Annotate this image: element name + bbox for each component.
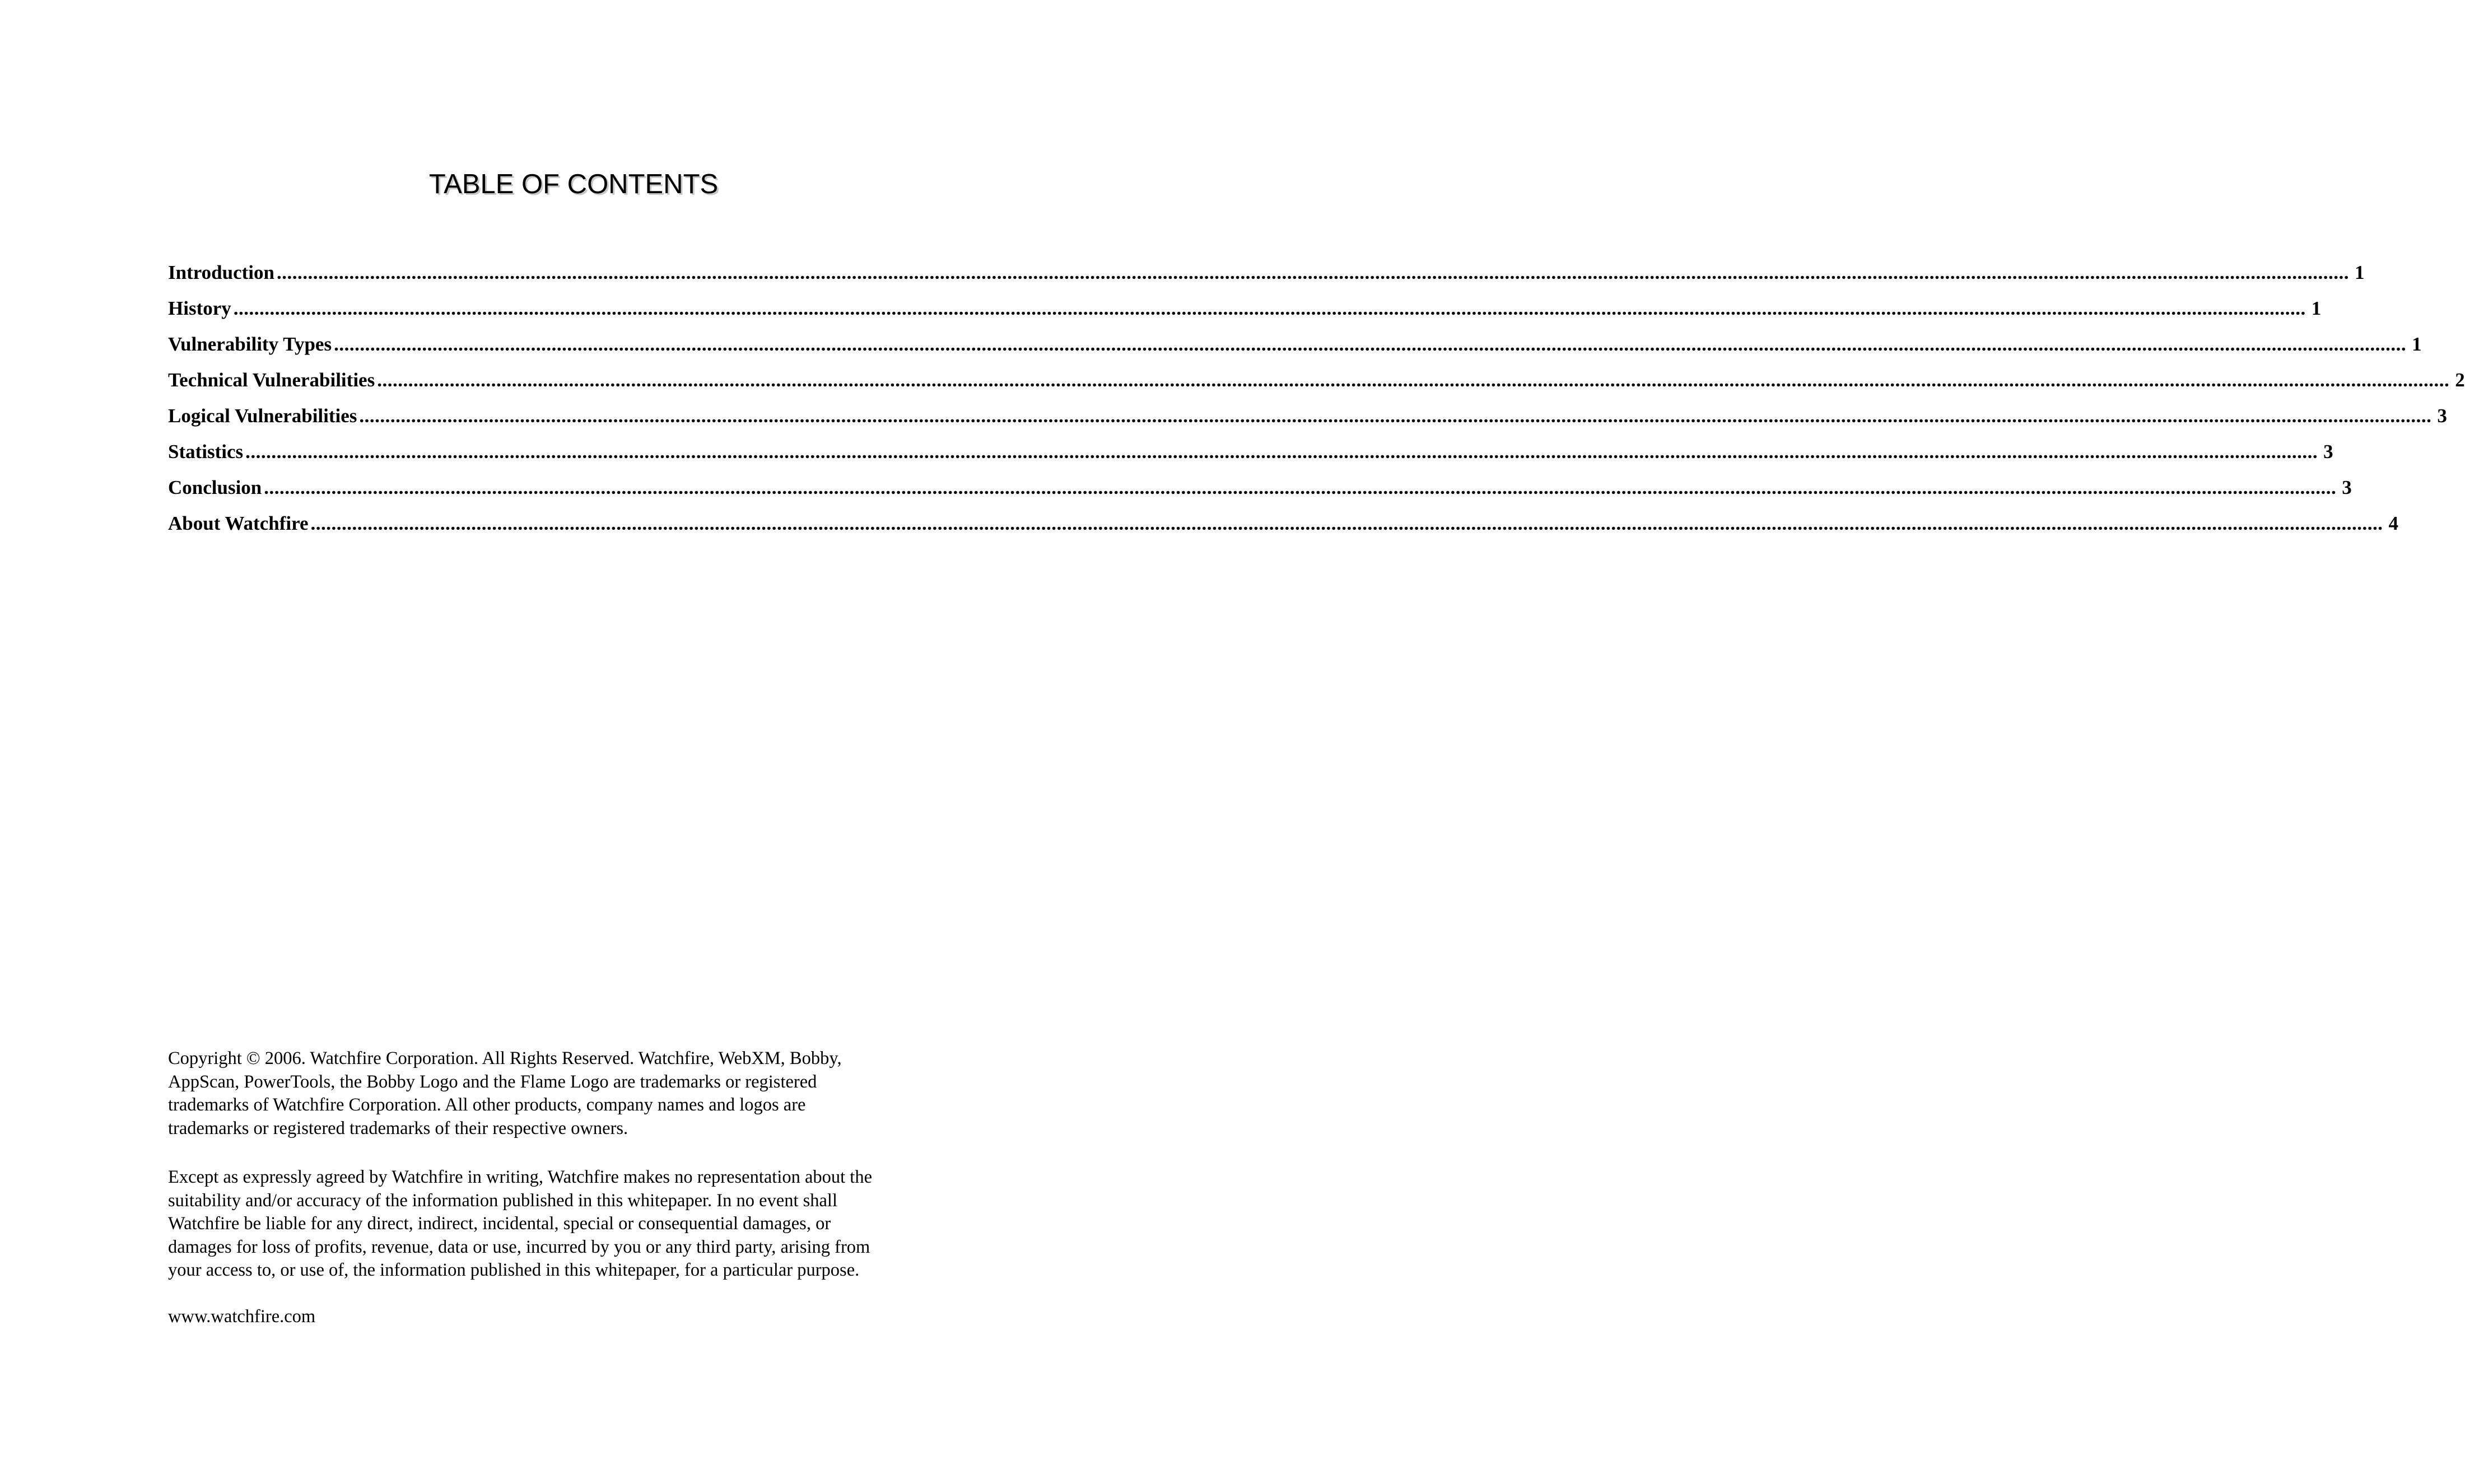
toc-entry-label: History (168, 297, 231, 319)
toc-entry-statistics[interactable] (168, 434, 2333, 470)
toc-entry-label: Logical Vulnerabilities (168, 405, 357, 427)
disclaimer-line: damages for loss of profits, revenue, data or use, incurred by you or any third party, arising from (168, 1236, 870, 1257)
toc-entry-page: 1 (2412, 333, 2422, 355)
copyright-line: trademarks of Watchfire Corporation. All other products, company names and logos are (168, 1095, 806, 1115)
toc-entry-introduction[interactable] (168, 255, 2365, 291)
copyright-line: Copyright © 2006. Watchfire Corporation. All Rights Reserved. Watchfire, WebXM, Bobby, (168, 1048, 842, 1068)
toc-entry-about-watchfire[interactable] (168, 506, 2399, 542)
website-link[interactable]: www.watchfire.com (168, 1306, 316, 1327)
toc-entry-vulnerability-types[interactable] (168, 326, 2422, 362)
toc-list (168, 255, 2465, 542)
copyright-notice (168, 1047, 980, 1140)
disclaimer-line: your access to, or use of, the information published in this whitepaper, for a particular purpose. (168, 1260, 860, 1280)
toc-dot-leader: ................................................................................................................................................................................................................................................................................................................................................................................................................ (233, 297, 2306, 319)
toc-title: TABLE OF CONTENTS (428, 169, 719, 199)
toc-entry-page: 2 (2455, 369, 2465, 391)
toc-entry-page: 3 (2342, 477, 2352, 498)
toc-entry-page: 1 (2354, 262, 2365, 283)
toc-entry-label: About Watchfire (168, 512, 309, 534)
toc-entry-label: Statistics (168, 441, 244, 463)
toc-dot-leader: ................................................................................................................................................................................................................................................................................................................................................................................................................ (359, 405, 2432, 427)
toc-entry-label: Vulnerability Types (168, 333, 332, 355)
toc-dot-leader: ................................................................................................................................................................................................................................................................................................................................................................................................................ (245, 441, 2318, 463)
disclaimer-line: suitability and/or accuracy of the information published in this whitepaper. In no event shall (168, 1190, 837, 1211)
toc-entry-label: Conclusion (168, 477, 262, 498)
copyright-line: AppScan, PowerTools, the Bobby Logo and the Flame Logo are trademarks or registered (168, 1071, 817, 1092)
toc-entry-page: 4 (2388, 512, 2399, 534)
toc-dot-leader: ................................................................................................................................................................................................................................................................................................................................................................................................................ (334, 333, 2407, 355)
toc-entry-label: Introduction (168, 262, 274, 283)
toc-entry-page: 3 (2323, 441, 2333, 463)
toc-dot-leader: ................................................................................................................................................................................................................................................................................................................................................................................................................ (264, 477, 2337, 498)
toc-entry-logical-vulnerabilities[interactable] (168, 398, 2447, 434)
disclaimer-notice (168, 1166, 980, 1282)
copyright-line: trademarks or registered trademarks of their respective owners. (168, 1118, 628, 1138)
toc-entry-technical-vulnerabilities[interactable] (168, 362, 2465, 398)
toc-entry-history[interactable] (168, 291, 2322, 326)
toc-entry-page: 1 (2311, 297, 2322, 319)
toc-entry-conclusion[interactable] (168, 470, 2352, 506)
disclaimer-line: Watchfire be liable for any direct, indirect, incidental, special or consequential damages, or (168, 1214, 831, 1234)
toc-dot-leader: ................................................................................................................................................................................................................................................................................................................................................................................................................ (377, 369, 2450, 391)
toc-entry-page: 3 (2437, 405, 2447, 427)
toc-dot-leader: ................................................................................................................................................................................................................................................................................................................................................................................................................ (310, 512, 2383, 534)
toc-dot-leader: ................................................................................................................................................................................................................................................................................................................................................................................................................ (276, 262, 2349, 283)
disclaimer-line: Except as expressly agreed by Watchfire in writing, Watchfire makes no representation about the (168, 1167, 873, 1187)
toc-entry-label: Technical Vulnerabilities (168, 369, 375, 391)
